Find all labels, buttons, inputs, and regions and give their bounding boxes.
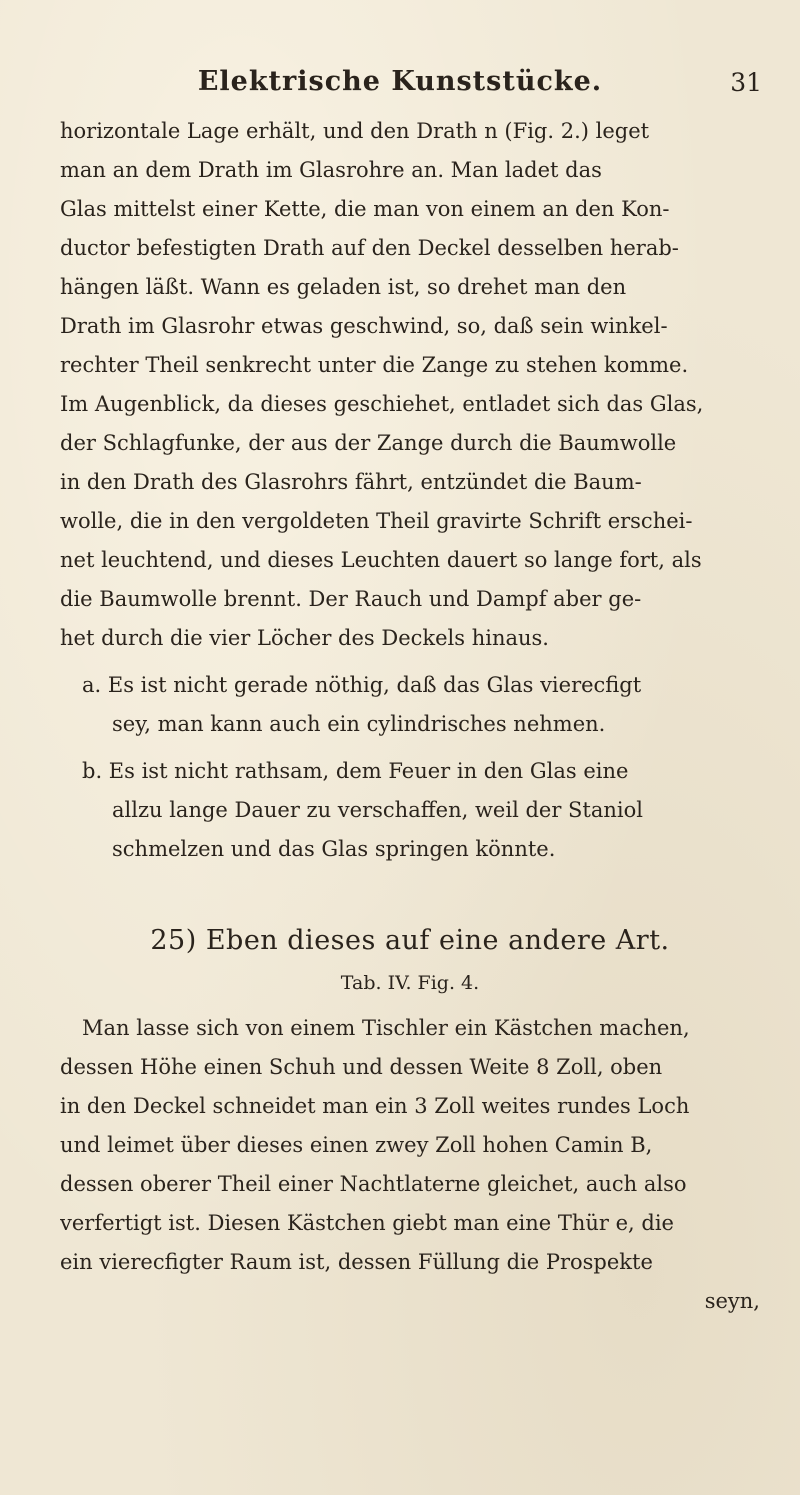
text-line: ductor befestigten Drath auf den Deckel desselben herab- — [60, 236, 679, 260]
text-line: der Schlagfunke, der aus der Zange durch die Baumwolle — [60, 431, 677, 455]
section-gap — [60, 869, 760, 917]
running-head — [0, 66, 800, 106]
note-line: allzu lange Dauer zu verschaffen, weil der Staniol — [112, 798, 643, 822]
text-line: net leuchtend, und dieses Leuchten dauert so lange fort, als — [60, 548, 702, 572]
text-block — [60, 112, 760, 1321]
note-line: a. Es ist nicht gerade nöthig, daß das Glas vierecfigt — [82, 673, 642, 697]
text-line: rechter Theil senkrecht unter die Zange zu stehen komme. — [60, 353, 689, 377]
text-line: verfertigt ist. Diesen Kästchen giebt man eine Thür e, die — [60, 1211, 674, 1235]
text-line: het durch die vier Löcher des Deckels hinaus. — [60, 626, 549, 650]
text-line: Drath im Glasrohr etwas geschwind, so, daß sein winkel- — [60, 314, 668, 338]
text-line: und leimet über dieses einen zwey Zoll hohen Camin B, — [60, 1133, 653, 1157]
text-line: in den Deckel schneidet man ein 3 Zoll weites rundes Loch — [60, 1094, 690, 1118]
text-line: man an dem Drath im Glasrohre an. Man ladet das — [60, 158, 602, 182]
text-line: wolle, die in den vergoldeten Theil gravirte Schrift erschei- — [60, 509, 693, 533]
paragraph-continued — [60, 112, 760, 658]
text-line: horizontale Lage erhält, und den Drath n (Fig. 2.) leget — [60, 119, 650, 143]
section-header — [60, 917, 760, 1001]
catchword: seyn, — [704, 1289, 760, 1313]
note-line: schmelzen und das Glas springen könnte. — [112, 837, 556, 861]
text-line: die Baumwolle brennt. Der Rauch und Dampf aber ge- — [60, 587, 642, 611]
note-a — [60, 666, 760, 744]
note-line: b. Es ist nicht rathsam, dem Feuer in den Glas eine — [82, 759, 629, 783]
section-heading: 25) Eben dieses auf eine andere Art. — [150, 925, 670, 956]
note-line: sey, man kann auch ein cylindrisches nehmen. — [112, 712, 606, 736]
text-line: in den Drath des Glasrohrs fährt, entzündet die Baum- — [60, 470, 642, 494]
text-line: Glas mittelst einer Kette, die man von einem an den Kon- — [60, 197, 670, 221]
text-line: hängen läßt. Wann es geladen ist, so drehet man den — [60, 275, 627, 299]
section-figure-reference: Tab. IV. Fig. 4. — [340, 972, 480, 994]
page-number: 31 — [730, 68, 762, 97]
text-line: dessen Höhe einen Schuh und dessen Weite 8 Zoll, oben — [60, 1055, 663, 1079]
text-line: Im Augenblick, da dieses geschiehet, entladet sich das Glas, — [60, 392, 704, 416]
running-title: Elektrische Kunststücke. — [197, 66, 603, 97]
text-line: dessen oberer Theil einer Nachtlaterne gleichet, auch also — [60, 1172, 687, 1196]
text-line: ein vierecfigter Raum ist, dessen Füllung die Prospekte — [60, 1250, 653, 1274]
note-b — [60, 752, 760, 869]
text-line: Man lasse sich von einem Tischler ein Kästchen machen, — [82, 1016, 690, 1040]
paragraph-section-25 — [60, 1009, 760, 1321]
